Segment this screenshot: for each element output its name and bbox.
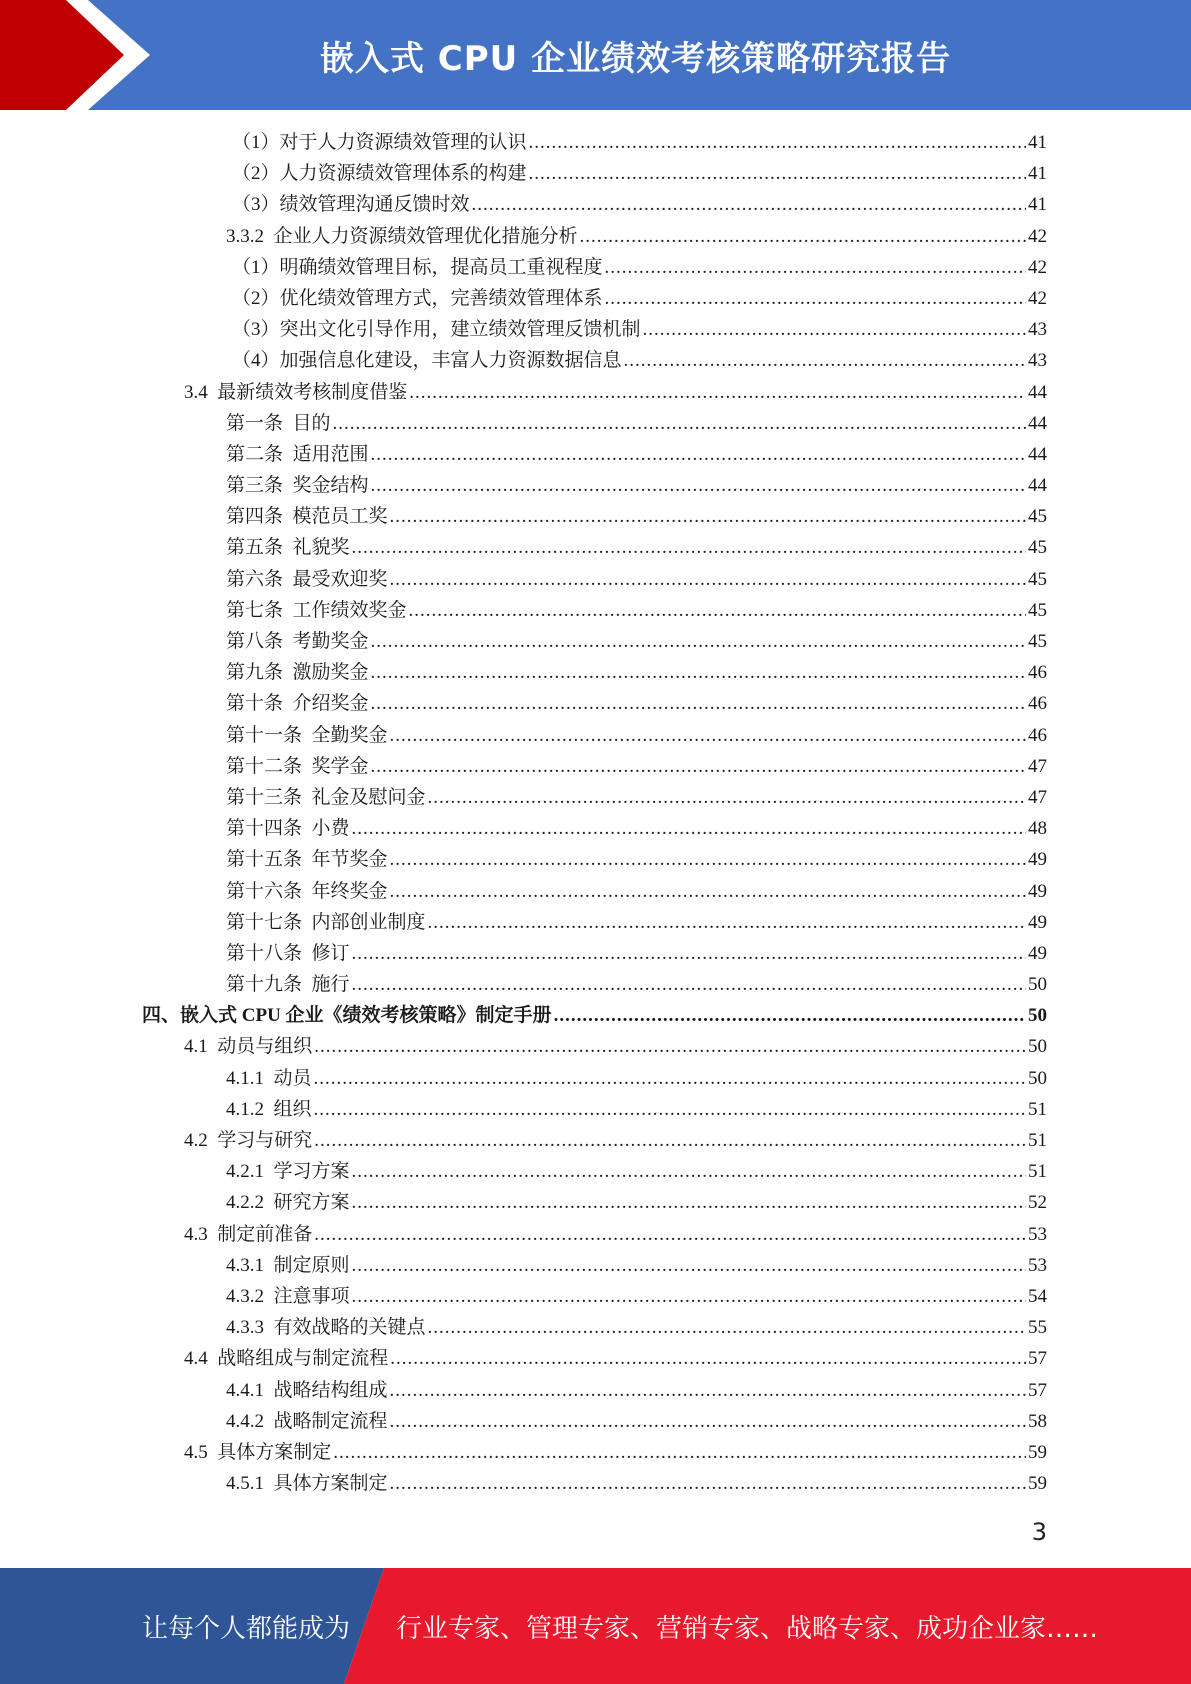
toc-dot-leader [390, 564, 1026, 595]
toc-entry-label: 第二条 适用范围 [226, 443, 369, 465]
toc-dot-leader [554, 1000, 1026, 1031]
toc-dot-leader [428, 782, 1026, 813]
toc-entry[interactable] [0, 1281, 1191, 1312]
toc-entry-label: （3）绩效管理沟通反馈时效 [232, 194, 470, 216]
toc-entry-label: 4.3.1 制定原则 [226, 1254, 350, 1276]
toc-entry-page: 57 [1028, 1348, 1047, 1370]
toc-dot-leader [371, 751, 1026, 782]
toc-entry-page: 50 [1028, 974, 1047, 996]
toc-entry-page: 46 [1028, 662, 1047, 684]
toc-entry-page: 42 [1028, 287, 1047, 309]
toc-entry[interactable] [0, 1406, 1191, 1437]
toc-entry-label: 第八条 考勤奖金 [226, 631, 369, 652]
toc-entry[interactable] [0, 782, 1191, 813]
toc-dot-leader [624, 345, 1026, 376]
toc-entry[interactable] [0, 907, 1191, 938]
toc-entry-page: 49 [1028, 849, 1047, 871]
toc-entry-page: 45 [1028, 537, 1047, 559]
toc-dot-leader [371, 470, 1026, 501]
toc-entry-page: 47 [1028, 755, 1047, 777]
toc-dot-leader [390, 844, 1026, 875]
toc-dot-leader [333, 1437, 1026, 1468]
toc-entry-label: 第一条 目的 [226, 412, 331, 434]
toc-entry-page: 48 [1028, 818, 1047, 840]
toc-entry-label: 4.1 动员与组织 [184, 1036, 313, 1058]
toc-dot-leader [428, 907, 1026, 938]
toc-dot-leader [314, 1063, 1026, 1094]
table-of-contents [0, 127, 1191, 1499]
toc-entry-label: 第九条 激励奖金 [226, 662, 369, 684]
toc-entry[interactable] [0, 1468, 1191, 1499]
toc-entry-page: 42 [1028, 256, 1047, 278]
footer-slogan-right: 行业专家、管理专家、营销专家、战略专家、成功企业家…… [396, 1613, 1099, 1644]
toc-dot-leader [314, 1125, 1026, 1156]
toc-dot-leader [390, 1468, 1026, 1499]
toc-dot-leader [352, 813, 1026, 844]
toc-entry[interactable] [0, 532, 1191, 563]
toc-dot-leader [643, 314, 1026, 345]
toc-entry-label: 4.4.2 战略制定流程 [226, 1410, 388, 1432]
toc-entry[interactable] [0, 1063, 1191, 1094]
toc-entry[interactable] [0, 813, 1191, 844]
footer-slogan-left: 让每个人都能成为 [142, 1613, 351, 1644]
toc-entry-page: 41 [1028, 132, 1047, 153]
toc-entry[interactable] [0, 720, 1191, 751]
footer-banner [0, 1568, 1191, 1684]
toc-entry-label: 4.2.1 学习方案 [226, 1161, 350, 1183]
toc-entry-page: 54 [1028, 1285, 1047, 1307]
header-banner [0, 0, 1191, 110]
chevron-arrow-icon [0, 0, 160, 110]
toc-entry-page: 44 [1028, 412, 1047, 434]
toc-entry-label: （4）加强信息化建设，丰富人力资源数据信息 [232, 350, 622, 372]
toc-dot-leader [605, 252, 1026, 283]
toc-entry-page: 41 [1028, 194, 1047, 216]
toc-dot-leader [371, 626, 1026, 657]
toc-dot-leader [352, 1156, 1026, 1187]
toc-entry-label: 4.5.1 具体方案制定 [226, 1473, 388, 1495]
toc-entry[interactable] [0, 501, 1191, 532]
toc-entry[interactable] [0, 1156, 1191, 1187]
toc-entry-page: 57 [1028, 1379, 1047, 1401]
toc-entry[interactable] [0, 1000, 1191, 1031]
toc-dot-leader [352, 1281, 1026, 1312]
toc-entry-label: 4.2 学习与研究 [184, 1130, 313, 1151]
toc-dot-leader [352, 1187, 1026, 1218]
toc-entry-page: 52 [1028, 1192, 1047, 1214]
toc-entry-page: 50 [1028, 1067, 1047, 1089]
toc-entry-label: 第十一条 全勤奖金 [226, 724, 388, 746]
toc-entry-page: 59 [1028, 1441, 1047, 1463]
toc-entry-page: 47 [1028, 786, 1047, 808]
toc-entry-page: 46 [1028, 693, 1047, 715]
toc-entry-label: 4.4 战略组成与制定流程 [184, 1348, 389, 1370]
toc-dot-leader [390, 501, 1026, 532]
toc-entry[interactable] [0, 657, 1191, 688]
toc-entry-label: （1）对于人力资源绩效管理的认识 [232, 132, 527, 153]
toc-dot-leader [352, 969, 1026, 1000]
toc-entry-label: 第三条 奖金结构 [226, 475, 369, 497]
toc-entry-page: 49 [1028, 880, 1047, 902]
toc-entry-label: 第十八条 修订 [226, 942, 350, 964]
toc-entry-page: 42 [1028, 225, 1047, 247]
toc-entry-page: 50 [1028, 1005, 1047, 1027]
toc-entry-page: 45 [1028, 599, 1047, 621]
toc-entry[interactable] [0, 283, 1191, 314]
toc-entry[interactable] [0, 377, 1191, 408]
toc-entry-page: 49 [1028, 942, 1047, 964]
toc-dot-leader [352, 938, 1026, 969]
toc-entry-label: 第六条 最受欢迎奖 [226, 568, 388, 590]
toc-dot-leader [472, 189, 1026, 220]
toc-entry-page: 53 [1028, 1223, 1047, 1245]
toc-dot-leader [428, 1312, 1026, 1343]
toc-entry-page: 55 [1028, 1317, 1047, 1339]
toc-entry[interactable] [0, 626, 1191, 657]
toc-entry[interactable] [0, 1312, 1191, 1343]
toc-entry[interactable] [0, 1343, 1191, 1374]
toc-entry-label: 第七条 工作绩效奖金 [226, 599, 407, 621]
toc-entry-label: 第十条 介绍奖金 [226, 693, 369, 715]
toc-entry-page: 43 [1028, 319, 1047, 341]
toc-entry[interactable] [0, 751, 1191, 782]
toc-entry[interactable] [0, 688, 1191, 719]
toc-entry-page: 41 [1028, 163, 1047, 185]
toc-dot-leader [409, 595, 1026, 626]
toc-entry-label: 4.3 制定前准备 [184, 1223, 313, 1245]
toc-entry[interactable] [0, 189, 1191, 220]
toc-entry-label: 3.4 最新绩效考核制度借鉴 [184, 381, 408, 403]
toc-entry[interactable] [0, 314, 1191, 345]
toc-entry[interactable] [0, 1219, 1191, 1250]
toc-entry-page: 45 [1028, 568, 1047, 590]
toc-entry-label: 4.1.1 动员 [226, 1067, 312, 1089]
toc-dot-leader [409, 377, 1026, 408]
toc-entry[interactable] [0, 1375, 1191, 1406]
toc-dot-leader [371, 657, 1026, 688]
toc-entry-label: 4.4.1 战略结构组成 [226, 1379, 388, 1401]
toc-dot-leader [371, 688, 1026, 719]
toc-dot-leader [352, 1250, 1026, 1281]
toc-dot-leader [390, 720, 1026, 751]
toc-entry[interactable] [0, 844, 1191, 875]
toc-entry-page: 51 [1028, 1161, 1047, 1183]
toc-entry[interactable] [0, 595, 1191, 626]
toc-dot-leader [390, 1343, 1026, 1374]
toc-dot-leader [352, 532, 1026, 563]
toc-dot-leader [529, 127, 1026, 158]
toc-entry[interactable] [0, 158, 1191, 189]
toc-dot-leader [314, 1031, 1026, 1062]
toc-dot-leader [605, 283, 1026, 314]
toc-entry[interactable] [0, 1125, 1191, 1156]
toc-entry-page: 44 [1028, 381, 1047, 403]
toc-entry-label: 4.2.2 研究方案 [226, 1192, 350, 1214]
toc-entry-label: （2）人力资源绩效管理体系的构建 [232, 163, 527, 185]
toc-entry-label: 第五条 礼貌奖 [226, 537, 350, 559]
toc-entry[interactable] [0, 1031, 1191, 1062]
toc-entry-page: 53 [1028, 1254, 1047, 1276]
toc-entry-page: 44 [1028, 475, 1047, 497]
toc-entry-label: 第十五条 年节奖金 [226, 849, 388, 871]
toc-entry-page: 51 [1028, 1130, 1047, 1151]
toc-dot-leader [314, 1219, 1026, 1250]
toc-entry-page: 45 [1028, 631, 1047, 652]
toc-entry-label: 第四条 模范员工奖 [226, 506, 388, 528]
page-number: 3 [1031, 1518, 1047, 1546]
toc-entry-label: 第十九条 施行 [226, 974, 350, 996]
toc-entry[interactable] [0, 876, 1191, 907]
toc-entry[interactable] [0, 1250, 1191, 1281]
toc-entry-label: 第十三条 礼金及慰问金 [226, 786, 426, 808]
toc-entry-page: 58 [1028, 1410, 1047, 1432]
toc-entry-page: 45 [1028, 506, 1047, 528]
toc-entry[interactable] [0, 408, 1191, 439]
toc-entry-page: 44 [1028, 443, 1047, 465]
toc-entry-page: 59 [1028, 1473, 1047, 1495]
toc-dot-leader [529, 158, 1026, 189]
toc-dot-leader [390, 1375, 1026, 1406]
toc-entry-label: （1）明确绩效管理目标，提高员工重视程度 [232, 256, 603, 278]
toc-entry-label: 4.3.3 有效战略的关键点 [226, 1317, 426, 1339]
toc-entry-label: 4.5 具体方案制定 [184, 1441, 332, 1463]
toc-entry-page: 43 [1028, 350, 1047, 372]
toc-entry[interactable] [0, 938, 1191, 969]
toc-entry[interactable] [0, 127, 1191, 158]
toc-entry[interactable] [0, 1437, 1191, 1468]
toc-dot-leader [390, 1406, 1026, 1437]
toc-entry-page: 46 [1028, 724, 1047, 746]
toc-entry[interactable] [0, 1187, 1191, 1218]
toc-entry-label: （3）突出文化引导作用，建立绩效管理反馈机制 [232, 319, 641, 341]
toc-entry[interactable] [0, 345, 1191, 376]
toc-entry-label: 第十四条 小费 [226, 818, 350, 840]
toc-entry-label: 四、嵌入式 CPU 企业《绩效考核策略》制定手册 [142, 1005, 552, 1027]
toc-entry-label: 3.3.2 企业人力资源绩效管理优化措施分析 [226, 225, 578, 247]
toc-entry-label: 第十六条 年终奖金 [226, 880, 388, 902]
toc-dot-leader [580, 221, 1026, 252]
toc-entry[interactable] [0, 439, 1191, 470]
toc-entry-page: 49 [1028, 911, 1047, 933]
toc-entry[interactable] [0, 969, 1191, 1000]
toc-dot-leader [390, 876, 1026, 907]
toc-entry[interactable] [0, 221, 1191, 252]
toc-dot-leader [371, 439, 1026, 470]
toc-entry-label: （2）优化绩效管理方式，完善绩效管理体系 [232, 287, 603, 309]
toc-entry-label: 第十七条 内部创业制度 [226, 911, 426, 933]
toc-dot-leader [314, 1094, 1026, 1125]
toc-entry-label: 第十二条 奖学金 [226, 755, 369, 777]
toc-entry-label: 4.1.2 组织 [226, 1098, 312, 1120]
toc-entry[interactable] [0, 1094, 1191, 1125]
toc-entry-page: 50 [1028, 1036, 1047, 1058]
toc-entry[interactable] [0, 470, 1191, 501]
toc-entry[interactable] [0, 252, 1191, 283]
toc-entry[interactable] [0, 564, 1191, 595]
toc-entry-label: 4.3.2 注意事项 [226, 1285, 350, 1307]
toc-entry-page: 51 [1028, 1098, 1047, 1120]
toc-dot-leader [333, 408, 1026, 439]
document-title: 嵌入式 CPU 企业绩效考核策略研究报告 [319, 38, 952, 79]
